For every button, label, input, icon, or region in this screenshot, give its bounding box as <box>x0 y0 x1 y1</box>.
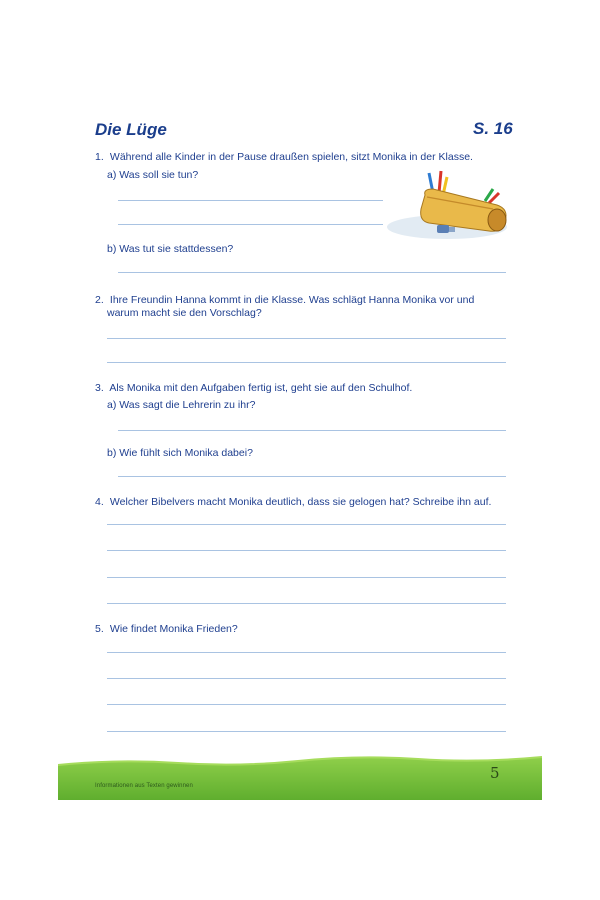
question-number: 1. <box>95 151 104 163</box>
answer-line[interactable] <box>107 362 506 363</box>
subquestion-3a: a) Was sagt die Lehrerin zu ihr? <box>107 399 256 411</box>
subquestion-1a: a) Was soll sie tun? <box>107 169 199 181</box>
question-2 <box>95 293 474 307</box>
answer-line[interactable] <box>118 224 383 225</box>
question-2-continued: warum macht sie den Vorschlag? <box>107 307 262 319</box>
pencil-case-icon <box>385 165 515 245</box>
answer-line[interactable] <box>118 200 383 201</box>
page-number: 5 <box>490 764 500 782</box>
grass-footer <box>58 755 542 800</box>
question-text: Wie findet Monika Frieden? <box>109 623 238 635</box>
answer-line[interactable] <box>107 731 506 732</box>
answer-line[interactable] <box>118 476 506 477</box>
answer-line[interactable] <box>118 430 506 431</box>
answer-line[interactable] <box>118 272 506 273</box>
question-5 <box>95 622 238 636</box>
answer-line[interactable] <box>107 524 506 525</box>
subquestion-3b: b) Wie fühlt sich Monika dabei? <box>107 447 253 459</box>
question-number: 2. <box>95 294 104 306</box>
question-1 <box>95 150 473 164</box>
answer-line[interactable] <box>107 550 506 551</box>
question-text: Welcher Bibelvers macht Monika deutlich, dass sie gelogen hat? Schreibe ihn auf. <box>109 496 492 508</box>
answer-line[interactable] <box>107 338 506 339</box>
answer-line[interactable] <box>107 652 506 653</box>
answer-line[interactable] <box>107 577 506 578</box>
subquestion-1b: b) Was tut sie stattdessen? <box>107 243 234 255</box>
question-number: 4. <box>95 496 104 508</box>
question-3 <box>95 381 412 395</box>
page-reference: S. 16 <box>473 119 513 138</box>
answer-line[interactable] <box>107 603 506 604</box>
answer-line[interactable] <box>107 704 506 705</box>
question-text: Als Monika mit den Aufgaben fertig ist, geht sie auf den Schulhof. <box>109 382 413 394</box>
question-number: 3. <box>95 382 104 394</box>
answer-line[interactable] <box>107 678 506 679</box>
question-4 <box>95 495 491 509</box>
footer-caption: Informationen aus Texten gewinnen <box>95 783 193 789</box>
question-text: Ihre Freundin Hanna kommt in die Klasse. Was schlägt Hanna Monika vor und <box>109 294 475 306</box>
question-number: 5. <box>95 623 104 635</box>
page-title: Die Lüge <box>95 120 167 139</box>
question-text: Während alle Kinder in der Pause draußen spielen, sitzt Monika in der Klasse. <box>109 151 473 163</box>
